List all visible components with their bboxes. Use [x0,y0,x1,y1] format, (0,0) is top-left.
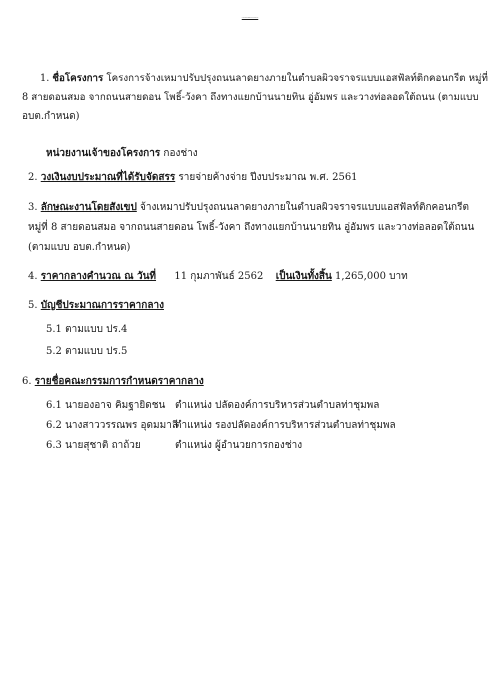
budget-value: รายจ่ายค้างจ่าย ปีงบประมาณ พ.ศ. 2561 [178,172,358,183]
committee-label: รายชื่อคณะกรรมการกำหนดราคากลาง [34,376,204,387]
committee-heading [22,376,204,389]
committee-member-1 [46,400,165,413]
median-price-label: ราคากลางคำนวณ ณ วันที่ [40,271,157,282]
section-2-number: 2. [28,172,38,183]
member-number: 6.2 [46,420,62,431]
member-3-position: ตำแหน่ง ผู้อำนวยการกองช่าง [175,440,303,451]
member-name: นางสาววรรณพร อุดมมาลี [65,420,178,431]
work-description-text-1: จ้างเหมาปรับปรุงถนนลาดยางภายในตำบลผิวจราจรแบบแอสฟัลท์ติกคอนกรีต [140,202,469,213]
committee-member-2 [46,420,178,433]
median-price-line [28,271,408,284]
member-name: นายองอาจ คิมฐายิดชน [65,400,166,411]
estimate-list-label: บัญชีประมาณการราคากลาง [40,300,164,311]
owner-label: หน่วยงานเจ้าของโครงการ [46,148,161,159]
section-6-number: 6. [22,376,32,387]
member-name: นายสุชาติ ถาถ้วย [65,440,141,451]
estimate-item-1: 5.1 ตามแบบ ปร.4 [46,324,128,335]
section-5-number: 5. [28,300,38,311]
median-price-date: 11 กุมภาพันธ์ 2562 [174,271,264,282]
committee-member-3 [46,440,141,453]
total-amount-value: 1,265,000 บาท [335,271,408,282]
member-2-position: ตำแหน่ง รองปลัดองค์การบริหารส่วนตำบลท่าชุมพล [175,420,396,431]
estimate-item-2: 5.2 ตามแบบ ปร.5 [46,346,128,357]
project-name-label: ชื่อโครงการ [52,73,104,84]
owner-value: กองช่าง [163,148,198,159]
project-name-line-3: อบต.กำหนด) [22,111,80,122]
member-number: 6.1 [46,400,62,411]
budget-line [28,172,358,185]
work-description-line-2: หมู่ที่ 8 สายดอนสมอ จากถนนสายดอน โพธิ์-วังคา ถึงทางแยกบ้านนายทิน อู่อัมพร และวางท่อลอดใต้ถนน [28,222,475,233]
section-3-number: 3. [28,202,38,213]
document-title [0,18,500,19]
member-1-position: ตำแหน่ง ปลัดองค์การบริหารส่วนตำบลท่าชุมพล [175,400,380,411]
project-name-line-1 [40,73,488,85]
work-description-line-1 [28,202,469,215]
project-name-line-2: 8 สายดอนสมอ จากถนนสายดอน โพธิ์-วังคา ถึงทางแยกบ้านนายทิน อู่อัมพร และวางท่อลอดใต้ถนน (ตามแบบ [22,92,479,103]
budget-label: วงเงินงบประมาณที่ได้รับจัดสรร [40,172,176,183]
estimate-list-heading [28,300,164,313]
work-description-line-3: (ตามแบบ อบต.กำหนด) [28,242,131,253]
member-number: 6.3 [46,440,62,451]
project-name-text-1: โครงการจ้างเหมาปรับปรุงถนนลาดยางภายในตำบลผิวจราจรแบบแอสฟัลท์ติกคอนกรีต หมู่ที่ [106,73,488,84]
work-description-label: ลักษณะงานโดยสังเขป [40,202,137,213]
total-amount-label: เป็นเงินทั้งสิ้น [275,271,332,282]
section-1-number: 1. [40,73,50,84]
section-4-number: 4. [28,271,38,282]
owner-line [46,148,198,161]
